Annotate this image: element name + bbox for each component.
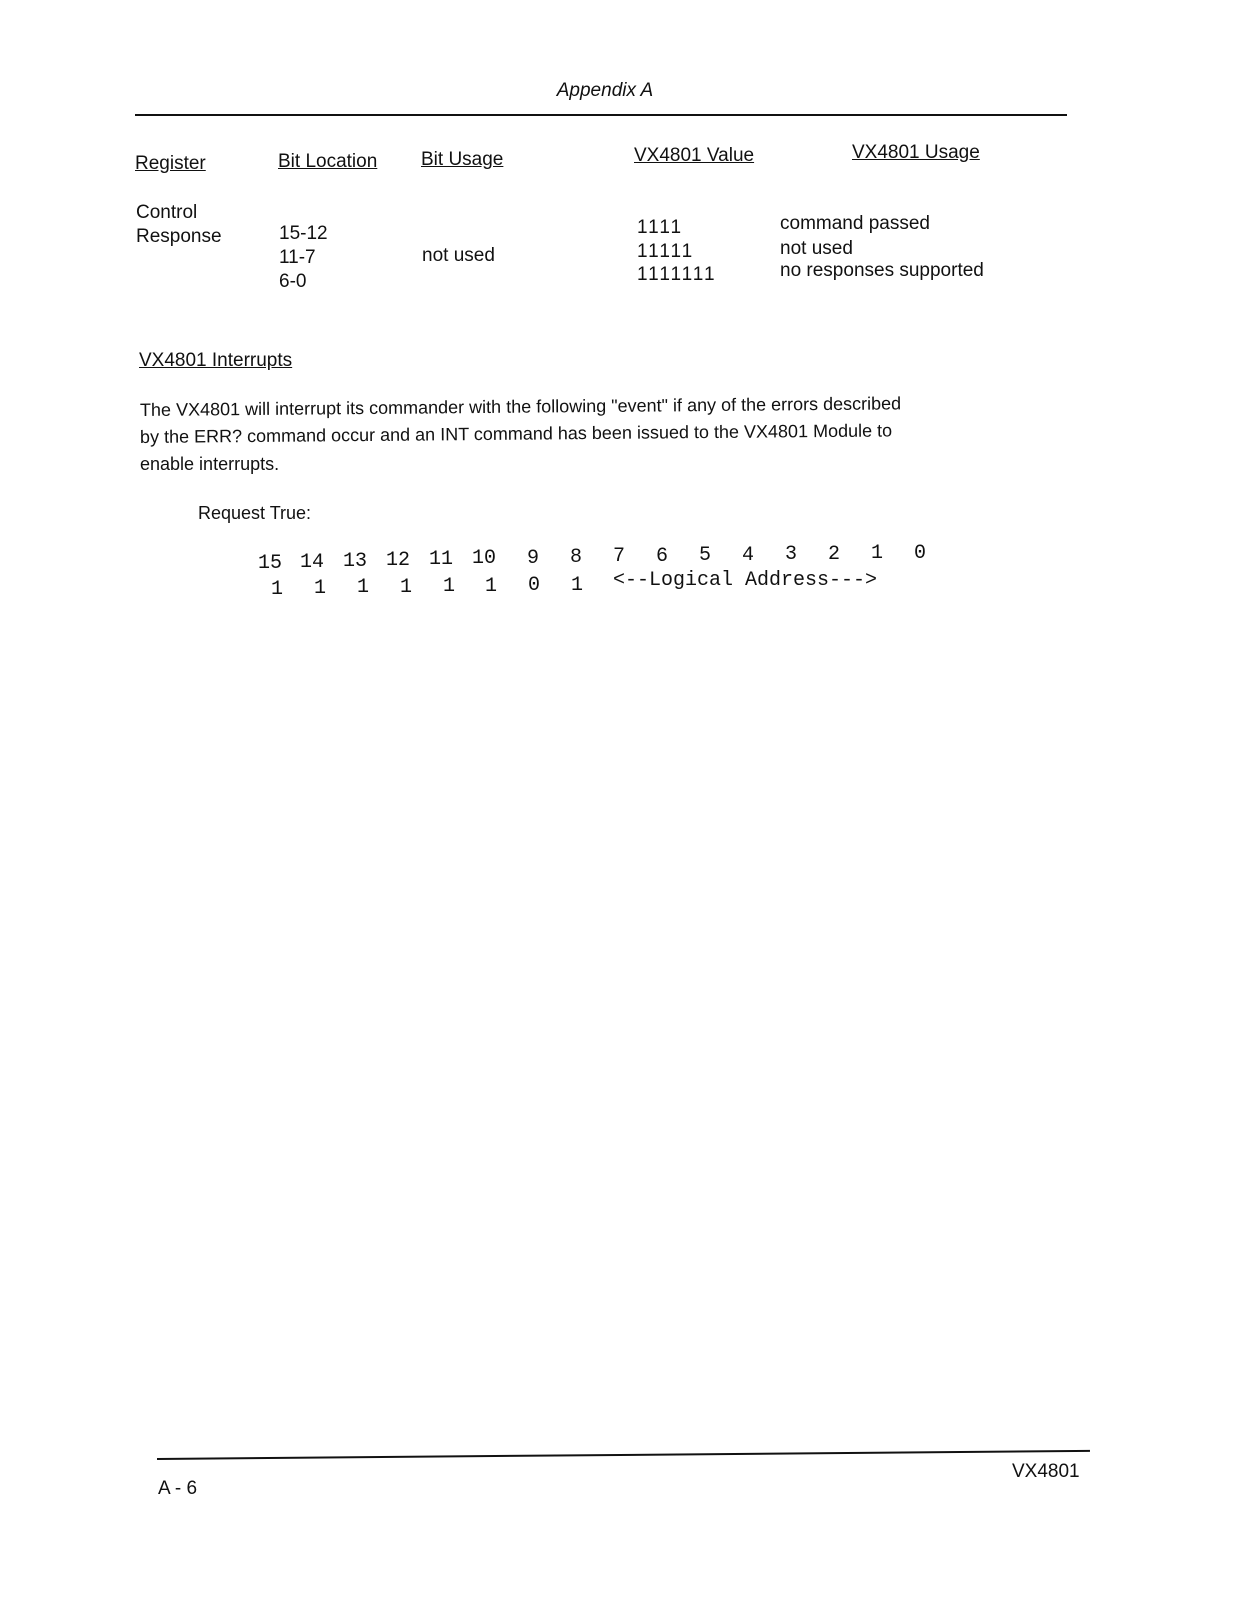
section-paragraph-line-3: enable interrupts. <box>140 454 280 474</box>
bit-usage-cell: not used <box>422 245 495 266</box>
footer-product-name: VX4801 <box>1012 1461 1080 1482</box>
logical-address-label: <--Logical Address---> <box>613 569 878 592</box>
column-header-bit-usage: Bit Usage <box>421 149 504 170</box>
vx4801-value-cell: 1111 <box>637 217 684 238</box>
bit-value: 1 <box>442 575 455 598</box>
section-paragraph-line-1: The VX4801 will interrupt its commander with the following "event" if any of the errors described <box>139 393 902 420</box>
bit-number: 6 <box>655 545 668 568</box>
column-header-bit-location: Bit Location <box>278 151 378 172</box>
vx4801-usage-cell: no responses supported <box>780 260 984 281</box>
section-title: VX4801 Interrupts <box>139 350 293 371</box>
bit-value: 1 <box>356 576 369 599</box>
bit-number: 13 <box>342 550 367 573</box>
vx4801-usage-cell: not used <box>780 238 853 259</box>
section-paragraph-line-2: by the ERR? command occur and an INT command has been issued to the VX4801 Module to <box>139 420 893 447</box>
bit-number: 12 <box>385 549 410 572</box>
bit-number: 1 <box>870 542 883 565</box>
bit-number: 7 <box>612 545 625 568</box>
bit-value: 1 <box>570 574 583 597</box>
vx4801-value-cell: 1111111 <box>637 264 717 285</box>
bit-number: 10 <box>471 547 496 570</box>
bit-number: 15 <box>257 552 282 575</box>
bit-value: 1 <box>484 575 497 598</box>
page-number: A - 6 <box>158 1478 198 1499</box>
bit-number: 4 <box>741 544 754 567</box>
bit-value: 1 <box>313 577 326 600</box>
column-header-vx4801-value: VX4801 Value <box>634 145 755 166</box>
bit-location-cell: 11-7 <box>279 247 316 268</box>
bit-number: 2 <box>827 543 840 566</box>
bit-value: 1 <box>270 578 283 601</box>
vx4801-usage-cell: command passed <box>780 213 930 234</box>
bit-value: 1 <box>399 576 412 599</box>
bit-number: 3 <box>784 543 797 566</box>
column-header-vx4801-usage: VX4801 Usage <box>852 142 980 163</box>
vx4801-value-cell: 11111 <box>637 241 695 262</box>
register-name-line-2: Response <box>136 226 222 247</box>
register-name-line-1: Control <box>136 202 198 223</box>
bit-location-cell: 6-0 <box>279 271 307 292</box>
request-true-label: Request True: <box>198 503 312 523</box>
bit-number: 11 <box>428 548 453 571</box>
bit-number: 0 <box>913 542 926 565</box>
column-header-register: Register <box>135 153 206 174</box>
bit-number: 8 <box>569 546 582 569</box>
bit-number: 5 <box>698 544 711 567</box>
bit-value: 0 <box>527 574 540 597</box>
bit-number: 9 <box>526 547 539 570</box>
bit-number: 14 <box>299 551 324 574</box>
page-header: Appendix A <box>556 80 654 101</box>
bit-location-cell: 15-12 <box>279 223 328 244</box>
